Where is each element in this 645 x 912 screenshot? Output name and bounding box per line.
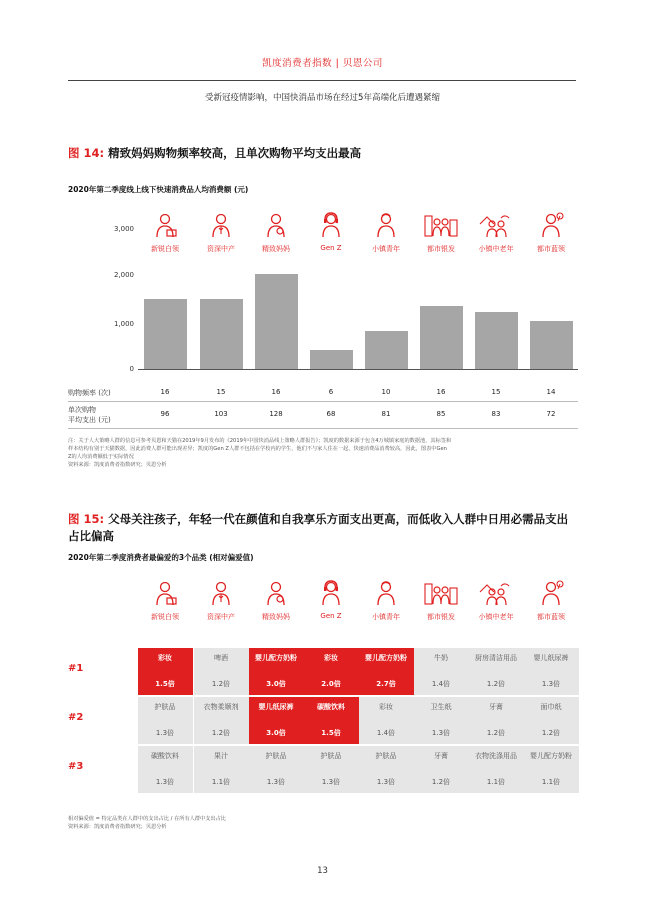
x-axis-baseline bbox=[138, 369, 578, 370]
bar bbox=[310, 350, 353, 369]
page-number: 13 bbox=[317, 866, 328, 876]
segment-label: 新锐白领 bbox=[151, 613, 179, 621]
category-value: 1.5倍 bbox=[321, 729, 341, 737]
category-cell bbox=[194, 746, 249, 793]
figure-15-title bbox=[68, 511, 578, 545]
y-tick-label: 0 bbox=[129, 365, 134, 373]
table-cell: 85 bbox=[436, 410, 446, 418]
table-cell: 15 bbox=[216, 388, 226, 396]
figure-15-notes bbox=[68, 815, 578, 831]
category-cell bbox=[304, 697, 359, 744]
category-name: 碳酸饮料 bbox=[151, 752, 179, 760]
category-cell bbox=[194, 648, 249, 695]
mother-baby-icon bbox=[246, 580, 306, 610]
worker-person-icon bbox=[521, 580, 581, 610]
category-name: 衣物柔顺剂 bbox=[203, 703, 239, 711]
segment-label: 精致妈妈 bbox=[262, 245, 290, 253]
note-line: 样本结构有别于天猫数据，因此消费人群可能出现差异；凯度的Gen Z人群不包括在学校内的学生，他们不与家人住在一起，快速消费品消费较高，因此，图表中Gen bbox=[68, 446, 447, 452]
category-cell bbox=[524, 746, 579, 793]
bar bbox=[144, 299, 187, 369]
figure-14-notes bbox=[68, 437, 578, 469]
category-cell bbox=[138, 746, 193, 793]
table-cell: 16 bbox=[160, 388, 170, 396]
category-value: 1.2倍 bbox=[486, 680, 506, 688]
category-value: 1.2倍 bbox=[486, 729, 506, 737]
category-name: 彩妆 bbox=[158, 654, 172, 662]
note-line: 相对偏爱值 = 特定品类在人群中的支出占比 / 在所有人群中支出占比 bbox=[68, 816, 226, 822]
category-name: 牛奶 bbox=[434, 654, 448, 662]
row-separator bbox=[68, 401, 578, 402]
table-cell: 15 bbox=[491, 388, 501, 396]
category-name: 护肤品 bbox=[320, 752, 342, 760]
category-value: 1.3倍 bbox=[266, 778, 286, 786]
briefcase-person-icon bbox=[135, 580, 195, 610]
category-value: 1.1倍 bbox=[541, 778, 561, 786]
segment-label: 资深中产 bbox=[207, 245, 235, 253]
segment-label: 都市蓝领 bbox=[537, 245, 565, 253]
category-name: 面巾纸 bbox=[540, 703, 562, 711]
category-value: 1.3倍 bbox=[321, 778, 341, 786]
segment-header bbox=[521, 212, 581, 254]
category-name: 婴儿纸尿裤 bbox=[533, 654, 569, 662]
category-value: 1.3倍 bbox=[155, 778, 175, 786]
category-name: 厨房清洁用品 bbox=[475, 654, 517, 662]
category-cell bbox=[469, 746, 524, 793]
note-line: Z的人均消费额低于实际情况 bbox=[68, 454, 134, 460]
segment-header bbox=[135, 580, 195, 622]
header-divider bbox=[68, 80, 576, 81]
y-tick-label: 3,000 bbox=[113, 225, 134, 233]
category-cell bbox=[249, 648, 304, 695]
table-cell: 10 bbox=[381, 388, 391, 396]
figure-15-heading-line1: 父母关注孩子，年轻一代在颜值和自我享乐方面支出更高，而低收入人群中日用必需品支出 bbox=[108, 512, 569, 526]
category-name: 婴儿配方奶粉 bbox=[255, 654, 297, 662]
category-name: 护肤品 bbox=[265, 752, 287, 760]
source-line: 资料来源：凯度消费者指数研究；贝恩分析 bbox=[68, 824, 167, 830]
segment-label: 精致妈妈 bbox=[262, 613, 290, 621]
category-value: 2.0倍 bbox=[321, 680, 341, 688]
bar bbox=[200, 299, 243, 369]
bar bbox=[475, 312, 518, 369]
category-name: 彩妆 bbox=[324, 654, 338, 662]
category-name: 衣物洗涤用品 bbox=[475, 752, 517, 760]
category-value: 1.3倍 bbox=[155, 729, 175, 737]
table-cell: 6 bbox=[328, 388, 334, 396]
figure-14-heading: 精致妈妈购物频率较高，且单次购物平均支出最高 bbox=[108, 146, 362, 160]
table-cell: 16 bbox=[436, 388, 446, 396]
town-elders-icon bbox=[466, 580, 526, 610]
category-cell bbox=[359, 746, 414, 793]
bar bbox=[365, 331, 408, 369]
city-elders-icon bbox=[411, 580, 471, 610]
table-cell: 83 bbox=[491, 410, 501, 418]
category-cell bbox=[138, 648, 193, 695]
segment-header bbox=[411, 580, 471, 622]
category-cell bbox=[469, 648, 524, 695]
category-name: 啤酒 bbox=[214, 654, 228, 662]
segment-label: 都市银发 bbox=[427, 613, 455, 621]
category-value: 1.5倍 bbox=[155, 680, 175, 688]
category-cell bbox=[524, 697, 579, 744]
segment-header bbox=[191, 580, 251, 622]
rank-label: #1 bbox=[68, 663, 84, 674]
category-name: 婴儿纸尿裤 bbox=[258, 703, 294, 711]
category-value: 1.4倍 bbox=[376, 729, 396, 737]
figure-14-number: 图 14: bbox=[68, 146, 105, 160]
category-cell bbox=[414, 746, 469, 793]
segment-label: 都市银发 bbox=[427, 245, 455, 253]
category-cell bbox=[194, 697, 249, 744]
note-line: 注：关于人大策略人群的信息可参考贝恩和天猫在2019年9月发布的《2019年中国快消品线上策略人群报告》；凯度的数据来源于包含4万城镇家庭的数据池，其标签和 bbox=[68, 438, 452, 444]
segment-label: Gen Z bbox=[320, 244, 342, 252]
category-value: 3.0倍 bbox=[266, 729, 286, 737]
category-cell bbox=[414, 648, 469, 695]
headphones-person-icon bbox=[301, 580, 361, 610]
segment-label: 新锐白领 bbox=[151, 245, 179, 253]
mother-baby-icon bbox=[246, 212, 306, 242]
table-cell: 103 bbox=[214, 410, 228, 418]
figure-14-chart-title: 2020年第二季度线上线下快速消费品人均消费额 (元) bbox=[68, 185, 249, 194]
category-name: 牙膏 bbox=[434, 752, 448, 760]
table-cell: 81 bbox=[381, 410, 391, 418]
category-cell bbox=[414, 697, 469, 744]
segment-label: 小镇青年 bbox=[372, 245, 400, 253]
worker-person-icon bbox=[521, 212, 581, 242]
table-cell: 72 bbox=[546, 410, 556, 418]
suit-person-icon bbox=[191, 580, 251, 610]
avg-spend-row-label bbox=[68, 405, 111, 425]
row-separator bbox=[68, 428, 578, 429]
segment-header bbox=[466, 580, 526, 622]
category-value: 1.3倍 bbox=[376, 778, 396, 786]
avg-spend-label-line1: 单次购物 bbox=[68, 406, 96, 414]
category-value: 1.2倍 bbox=[211, 680, 231, 688]
y-tick-label: 2,000 bbox=[113, 271, 134, 279]
category-value: 1.3倍 bbox=[541, 680, 561, 688]
segment-label: 小镇中老年 bbox=[478, 613, 514, 621]
category-name: 果汁 bbox=[214, 752, 228, 760]
category-cell bbox=[359, 697, 414, 744]
category-value: 2.7倍 bbox=[376, 680, 396, 688]
y-tick-label: 1,000 bbox=[113, 320, 134, 328]
young-person-icon bbox=[356, 580, 416, 610]
category-value: 1.2倍 bbox=[211, 729, 231, 737]
young-person-icon bbox=[356, 212, 416, 242]
figure-14-title bbox=[68, 145, 361, 162]
category-name: 护肤品 bbox=[375, 752, 397, 760]
category-value: 3.0倍 bbox=[266, 680, 286, 688]
segment-header bbox=[521, 580, 581, 622]
segment-header bbox=[191, 212, 251, 254]
table-cell: 68 bbox=[326, 410, 336, 418]
segment-label: 资深中产 bbox=[207, 613, 235, 621]
category-value: 1.3倍 bbox=[431, 729, 451, 737]
segment-label: Gen Z bbox=[320, 612, 342, 620]
segment-label: 都市蓝领 bbox=[537, 613, 565, 621]
rank-label: #3 bbox=[68, 761, 84, 772]
category-value: 1.1倍 bbox=[486, 778, 506, 786]
bar bbox=[255, 274, 298, 369]
table-cell: 96 bbox=[160, 410, 170, 418]
segment-header bbox=[411, 212, 471, 254]
segment-header bbox=[246, 212, 306, 254]
category-value: 1.1倍 bbox=[211, 778, 231, 786]
category-value: 1.2倍 bbox=[431, 778, 451, 786]
segment-header bbox=[301, 212, 361, 252]
category-cell bbox=[304, 648, 359, 695]
category-name: 卫生纸 bbox=[430, 703, 452, 711]
category-cell bbox=[469, 697, 524, 744]
figure-15-number: 图 15: bbox=[68, 512, 105, 526]
frequency-row-label: 购物频率 (次) bbox=[68, 389, 111, 397]
segment-header bbox=[466, 212, 526, 254]
briefcase-person-icon bbox=[135, 212, 195, 242]
table-cell: 16 bbox=[271, 388, 281, 396]
town-elders-icon bbox=[466, 212, 526, 242]
segment-header bbox=[356, 580, 416, 622]
suit-person-icon bbox=[191, 212, 251, 242]
category-name: 碳酸饮料 bbox=[317, 703, 345, 711]
segment-header bbox=[135, 212, 195, 254]
table-cell: 14 bbox=[546, 388, 556, 396]
page-subtitle: 受新冠疫情影响，中国快消品市场在经过5年高端化后遭遇紧缩 bbox=[205, 93, 440, 103]
segment-header bbox=[301, 580, 361, 620]
avg-spend-label-line2: 平均支出 (元) bbox=[68, 416, 111, 424]
figure-15-chart-title: 2020年第二季度消费者最偏爱的3个品类 (相对偏爱值) bbox=[68, 553, 254, 562]
figure-15-heading-line2: 占比偏高 bbox=[68, 529, 114, 543]
category-name: 彩妆 bbox=[379, 703, 393, 711]
category-name: 牙膏 bbox=[489, 703, 503, 711]
category-name: 婴儿配方奶粉 bbox=[365, 654, 407, 662]
category-cell bbox=[359, 648, 414, 695]
segment-header bbox=[246, 580, 306, 622]
category-value: 1.2倍 bbox=[541, 729, 561, 737]
category-name: 护肤品 bbox=[154, 703, 176, 711]
category-cell bbox=[304, 746, 359, 793]
segment-label: 小镇中老年 bbox=[478, 245, 514, 253]
category-value: 1.4倍 bbox=[431, 680, 451, 688]
category-cell bbox=[249, 746, 304, 793]
segment-label: 小镇青年 bbox=[372, 613, 400, 621]
category-cell bbox=[249, 697, 304, 744]
rank-label: #2 bbox=[68, 712, 84, 723]
category-cell bbox=[138, 697, 193, 744]
bar bbox=[530, 321, 573, 369]
table-cell: 128 bbox=[269, 410, 283, 418]
source-line: 资料来源：凯度消费者指数研究；贝恩分析 bbox=[68, 462, 167, 468]
category-cell bbox=[524, 648, 579, 695]
report-header: 凯度消费者指数 | 贝恩公司 bbox=[262, 58, 383, 69]
headphones-person-icon bbox=[301, 212, 361, 242]
city-elders-icon bbox=[411, 212, 471, 242]
segment-header bbox=[356, 212, 416, 254]
category-name: 婴儿配方奶粉 bbox=[530, 752, 572, 760]
bar bbox=[420, 306, 463, 369]
